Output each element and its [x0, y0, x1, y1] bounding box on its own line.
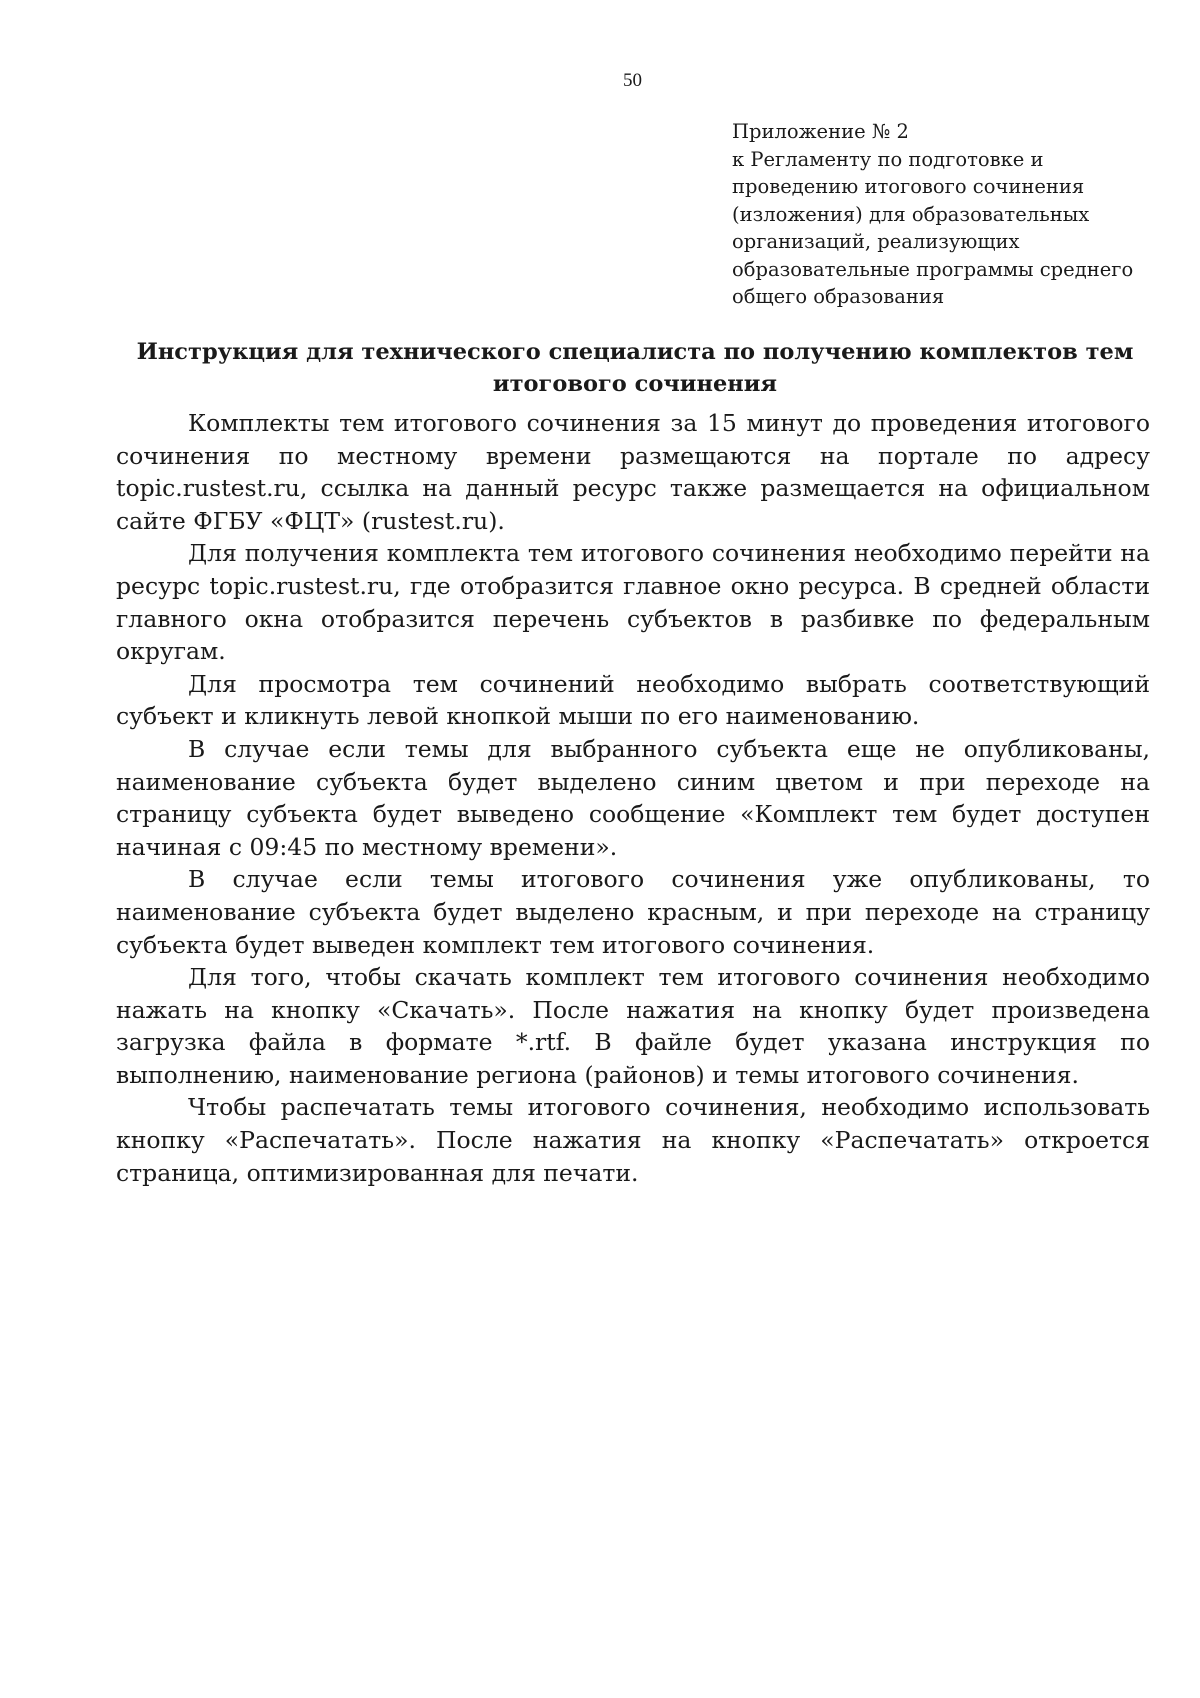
paragraph: Для получения комплекта тем итогового сочинения необходимо перейти на ресурс topic.rustest.ru, где отобразится главное окно ресурса. В средней области главного окна отобразится перечень субъектов в разбивке по федеральным округам.	[116, 539, 1150, 666]
document-title-line: итогового сочинения	[492, 371, 778, 397]
paragraph: Комплекты тем итогового сочинения за 15 минут до проведения итогового сочинения по местному времени размещаются на портале по адресу topic.rustest.ru, ссылка на данный ресурс также размещается на официальном сайте ФГБУ «ФЦТ» (rustest.ru).	[116, 409, 1150, 535]
paragraph: В случае если темы итогового сочинения уже опубликованы, то наименование субъекта будет выделено красным, и при переходе на страницу субъекта будет выведен комплект тем итогового сочинения.	[116, 865, 1150, 959]
document-body	[116, 407, 1150, 1189]
appendix-note	[732, 118, 1172, 311]
page-number: 50	[623, 70, 642, 91]
paragraph: Для просмотра тем сочинений необходимо выбрать соответствующий субъект и кликнуть левой кнопкой мыши по его наименованию.	[116, 669, 1150, 731]
paragraph: Для того, чтобы скачать комплект тем итогового сочинения необходимо нажать на кнопку «Скачать». После нажатия на кнопку будет произведена загрузка файла в формате *.rtf. В файле будет указана инструкция по выполнению, наименование региона (районов) и темы итогового сочинения.	[116, 963, 1150, 1089]
document-title	[110, 336, 1160, 400]
appendix-line: проведению итогового сочинения	[732, 175, 1085, 198]
appendix-line: (изложения) для образовательных	[732, 202, 1090, 226]
appendix-line: к Регламенту по подготовке и	[732, 147, 1044, 171]
appendix-line: Приложение № 2	[732, 120, 909, 143]
appendix-line: образовательные программы среднего	[732, 257, 1134, 281]
document-title-line: Инструкция для технического специалиста по получению комплектов тем	[136, 339, 1134, 365]
paragraph: Чтобы распечатать темы итогового сочинения, необходимо использовать кнопку «Распечатать». После нажатия на кнопку «Распечатать» откроется страница, оптимизированная для печати.	[116, 1093, 1150, 1187]
appendix-line: общего образования	[732, 285, 945, 308]
appendix-line: организаций, реализующих	[732, 230, 1020, 253]
paragraph: В случае если темы для выбранного субъекта еще не опубликованы, наименование субъекта будет выделено синим цветом и при переходе на страницу субъекта будет выведено сообщение «Комплект тем будет доступен начиная с 09:45 по местному времени».	[116, 734, 1150, 861]
